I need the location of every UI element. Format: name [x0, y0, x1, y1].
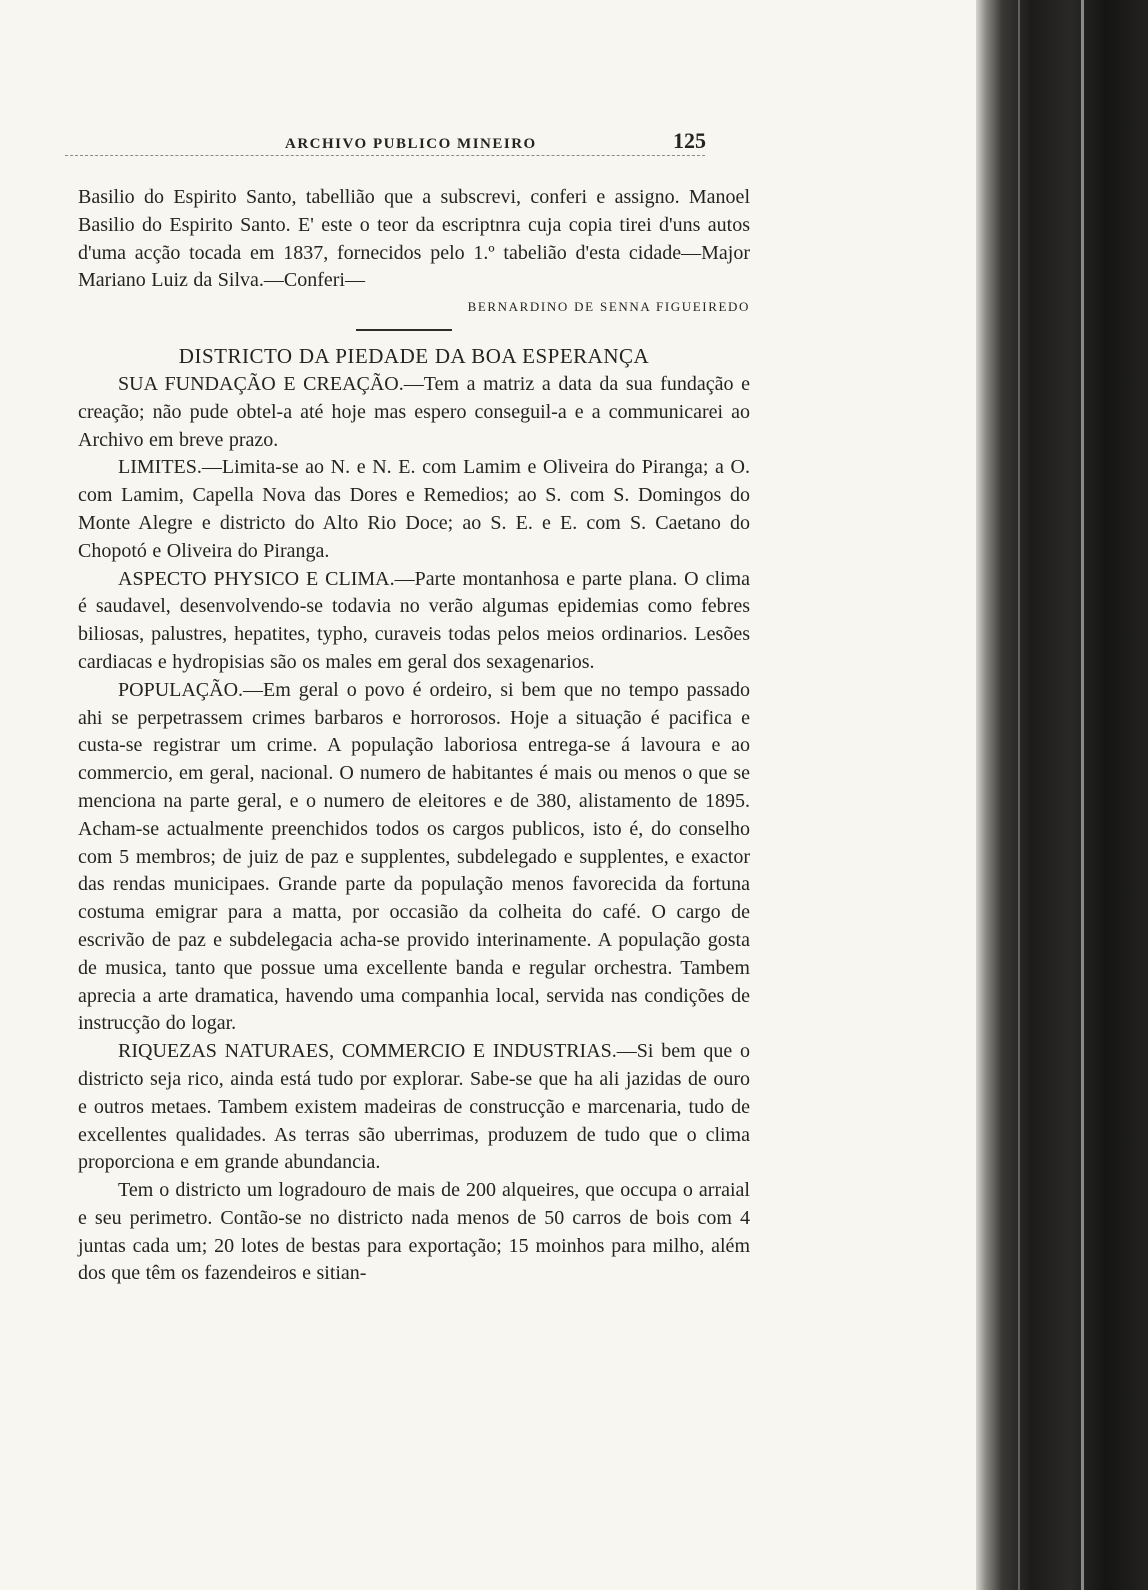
running-title: ARCHIVO PUBLICO MINEIRO	[285, 136, 537, 152]
paragraph: Basilio do Espirito Santo, tabellião que a subscrevi, conferi e assigno. Manoel Basilio do Espirito Santo. E' este o teor da escriptnra cuja copia tirei d'uns autos d'uma acção tocada em 1837, fornecidos pelo 1.º tabelião d'esta cidade—Major Mariano Luiz da Silva.—Conferi—	[78, 186, 750, 292]
paragraph: ASPECTO PHYSICO E CLIMA.—Parte montanhosa e parte plana. O clima é saudavel, desenvolvendo-se todavia no verão algumas epidemias como febres biliosas, palustres, hepatites, typho, curaveis todas pelos meios ordinarios. Lesões cardiacas e hydropisias são os males em geral dos sexagenarios.	[78, 567, 750, 673]
paragraph: LIMITES.—Limita-se ao N. e N. E. com Lamim e Oliveira do Piranga; a O. com Lamim, Capella Nova das Dores e Remedios; ao S. com S. Domingos do Monte Alegre e districto do Alto Rio Doce; ao S. E. e E. com S. Caetano do Chopotó e Oliveira do Piranga.	[78, 456, 750, 562]
paragraph: Tem o districto um logradouro de mais de 200 alqueires, que occupa o arraial e seu perimetro. Contão-se no districto nada menos de 50 carros de bois com 4 juntas cada um; 20 lotes de bestas para exportação; 15 moinhos para milho, além dos que têm os fazendeiros e sitian-	[78, 1179, 750, 1285]
signature: BERNARDINO DE SENNA FIGUEIREDO	[467, 299, 750, 315]
page-header	[80, 128, 760, 154]
paragraph: POPULAÇÃO.—Em geral o povo é ordeiro, si bem que no tempo passado ahi se perpetrassem crimes barbaros e horrorosos. Hoje a situação é pacifica e custa-se registrar um crime. A população laboriosa entrega-se á lavoura e ao commercio, em geral, nacional. O numero de habitantes é mais ou menos o que se menciona na parte geral, e o numero de eleitores e de 380, alistamento de 1895. Acham-se actualmente preenchidos todos os cargos publicos, isto é, do conselho com 5 membros; de juiz de paz e supplentes, subdelegado e supplentes, e exactor das rendas municipaes. Grande parte da população menos favorecida da fortuna costuma emigrar para a matta, por occasião da colheita do café. O cargo de escrivão de paz e subdelegacia acha-se provido interinamente. A população gosta de musica, tanto que possue uma excellente banda e regular orchestra. Tambem aprecia a arte dramatica, havendo uma companhia local, servida nas condições de instrucção do logar.	[78, 678, 750, 1035]
spine-highlight	[1081, 0, 1084, 1590]
section-title: DISTRICTO DA PIEDADE DA BOA ESPERANÇA	[178, 344, 650, 369]
body-text	[78, 184, 750, 1288]
section-divider	[356, 329, 452, 331]
header-rule	[65, 155, 705, 156]
paragraph: SUA FUNDAÇÃO E CREAÇÃO.—Tem a matriz a data da sua fundação e creação; não pude obtel-a até hoje mas espero conseguil-a e a communicarei ao Archivo em breve prazo.	[78, 372, 750, 451]
spine-highlight	[1018, 0, 1020, 1590]
page-number: 125	[673, 128, 706, 153]
book-spine-edge	[976, 0, 1148, 1590]
paragraph: RIQUEZAS NATURAES, COMMERCIO E INDUSTRIAS.—Si bem que o districto seja rico, ainda está tudo por explorar. Sabe-se que ha ali jazidas de ouro e outros metaes. Tambem existem madeiras de construcção e marcenaria, tudo de excellentes qualidades. As terras são uberrimas, produzem de tudo que o clima proporciona e em grande abundancia.	[78, 1040, 750, 1174]
